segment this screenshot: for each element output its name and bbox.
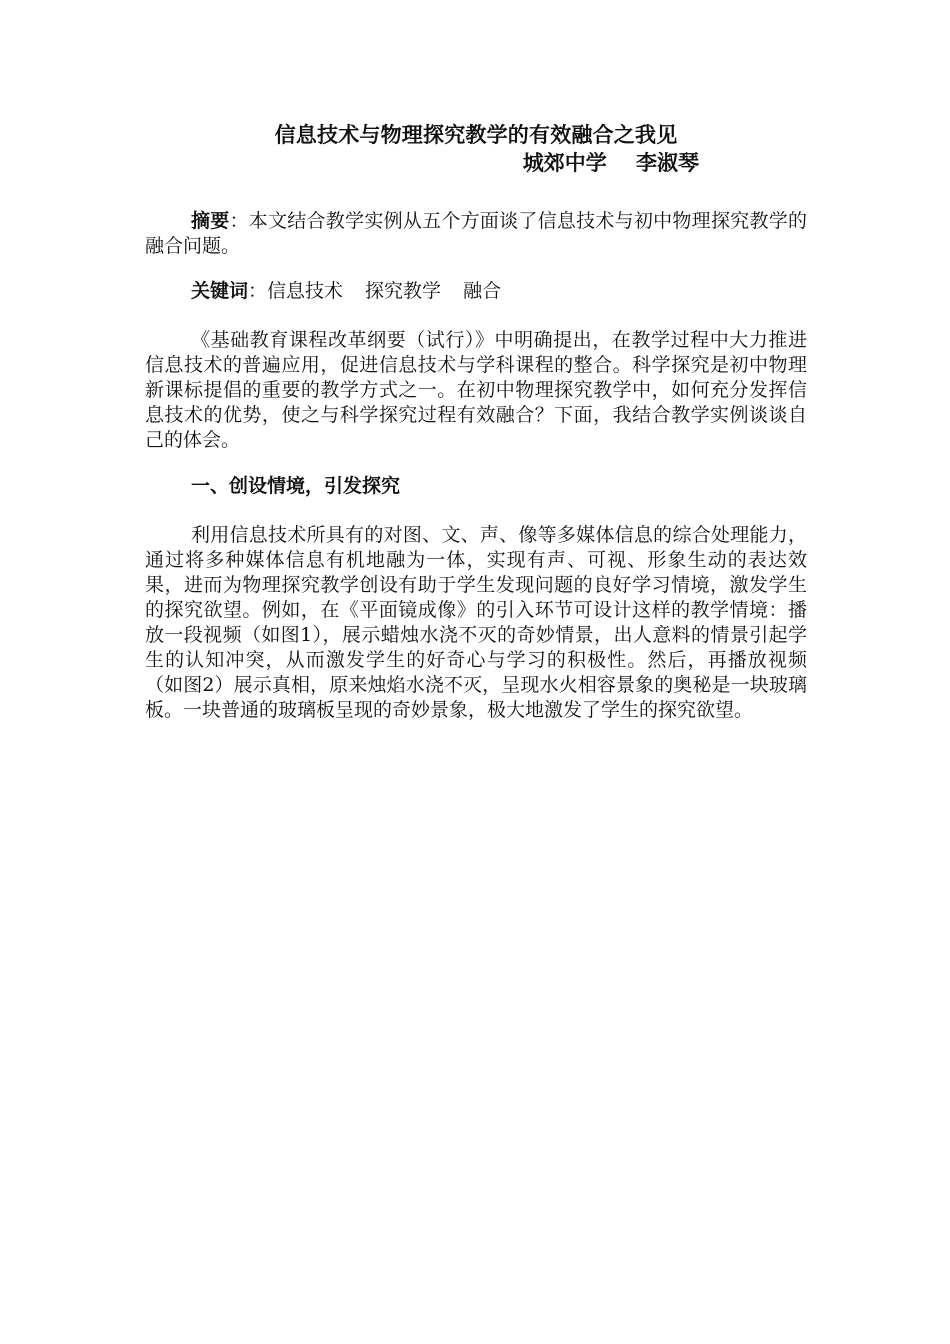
section-heading: 一、创设情境，引发探究 (191, 475, 401, 497)
intro-paragraph: 《基础教育课程改革纲要（试行）》中明确提出，在教学过程中大力推进信息技术的普遍应用，促进信息技术与学科课程的整合。科学探究是初中物理新课标提倡的重要的教学方式之一。在初中物理探究教学中，如何充分发挥信息技术的优势，使之与科学探究过程有效融合？下面，我结合教学实例谈谈自己的体会。 (145, 329, 807, 451)
keywords-label: 关键词 (191, 280, 249, 302)
abstract-label: 摘要 (191, 210, 230, 232)
keyword-item: 信息技术 (267, 280, 344, 302)
document-title: 信息技术与物理探究教学的有效融合之我见 (274, 123, 678, 147)
keywords-paragraph (145, 279, 807, 304)
document-body (145, 120, 807, 723)
author-line: 城郊中学 李淑琴 (522, 151, 699, 175)
section-paragraph: 利用信息技术所具有的对图、文、声、像等多媒体信息的综合处理能力，通过将多种媒体信息有机地融为一体，实现有声、可视、形象生动的表达效果，进而为物理探究教学创设有助于学生发现问题的良好学习情境，激发学生的探究欲望。例如，在《平面镜成像》的引入环节可设计这样的教学情境：播放一段视频（如图1），展示蜡烛水浇不灭的奇妙情景，出人意料的情景引起学生的认知冲突，从而激发学生的好奇心与学习的积极性。然后，再播放视频（如图2）展示真相，原来烛焰水浇不灭，呈现水火相容景象的奥秘是一块玻璃板。一块普通的玻璃板呈现的奇妙景象，极大地激发了学生的探究欲望。 (145, 524, 807, 721)
keyword-item: 探究教学 (365, 280, 442, 302)
abstract-text: ：本文结合教学实例从五个方面谈了信息技术与初中物理探究教学的融合问题。 (145, 210, 807, 257)
keywords-colon: ： (248, 280, 268, 302)
abstract-paragraph (145, 209, 807, 259)
keyword-item: 融合 (463, 280, 502, 302)
